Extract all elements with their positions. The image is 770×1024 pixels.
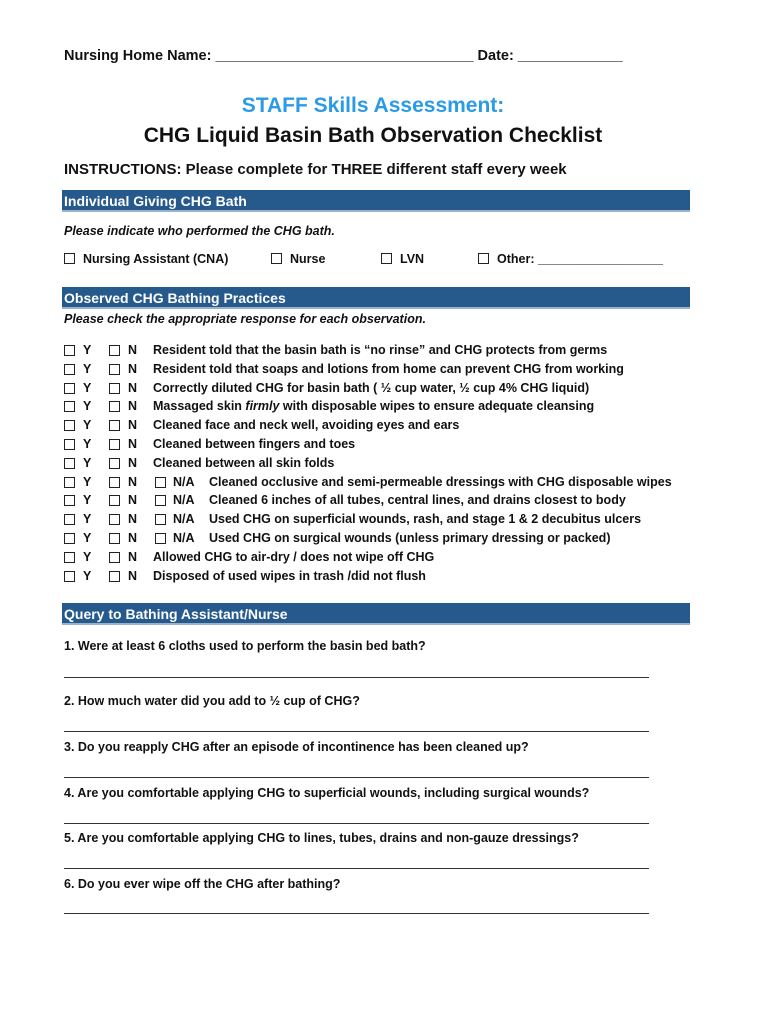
no-label: N [128, 493, 138, 508]
observation-text: Cleaned between fingers and toes [153, 437, 356, 451]
observation-text: Cleaned face and neck well, avoiding eyes and ears [153, 418, 460, 433]
yes-checkbox[interactable] [64, 571, 75, 582]
yes-checkbox[interactable] [64, 383, 75, 394]
yes-checkbox[interactable] [64, 552, 75, 563]
na-checkbox[interactable] [155, 533, 166, 544]
observation-row [64, 493, 704, 512]
no-label: N [128, 380, 138, 395]
yes-checkbox[interactable] [64, 439, 75, 450]
observation-row [64, 362, 704, 381]
no-checkbox[interactable] [109, 477, 120, 488]
question-5: 5. Are you comfortable applying CHG to lines, tubes, drains and non-gauze dressings? [64, 831, 579, 845]
no-checkbox[interactable] [109, 364, 120, 375]
na-label: N/A [173, 512, 195, 527]
yes-checkbox[interactable] [64, 458, 75, 469]
observation-row [64, 512, 704, 531]
question-6: 6. Do you ever wipe off the CHG after bathing? [64, 877, 341, 891]
yes-checkbox[interactable] [64, 495, 75, 506]
no-checkbox[interactable] [109, 420, 120, 431]
observation-row [64, 569, 704, 588]
yes-label: Y [83, 568, 92, 583]
option-other-label: Other: __________________ [497, 252, 664, 266]
yes-label: Y [83, 437, 92, 451]
page-subtitle: CHG Liquid Basin Bath Observation Checklist [143, 124, 603, 147]
no-label: N [128, 474, 138, 489]
checkbox-nurse[interactable] [271, 253, 282, 264]
observation-text: Allowed CHG to air-dry / does not wipe off CHG [153, 549, 435, 564]
yes-label: Y [83, 493, 92, 508]
page-header: Nursing Home Name: ________________________________ Date: _____________ [64, 48, 623, 64]
checkbox-other[interactable] [478, 253, 489, 264]
option-cna[interactable] [64, 252, 228, 266]
option-nurse[interactable] [271, 252, 325, 266]
individual-note: Please indicate who performed the CHG bath. [64, 224, 335, 238]
na-label: N/A [173, 531, 195, 545]
observation-row [64, 456, 704, 475]
no-checkbox[interactable] [109, 552, 120, 563]
question-1: 1. Were at least 6 cloths used to perform the basin bed bath? [64, 639, 426, 653]
no-checkbox[interactable] [109, 571, 120, 582]
no-checkbox[interactable] [109, 495, 120, 506]
no-checkbox[interactable] [109, 345, 120, 356]
observation-row [64, 550, 704, 569]
observation-row [64, 531, 704, 550]
yes-label: Y [83, 549, 92, 564]
answer-line-6[interactable] [64, 913, 649, 914]
observed-note: Please check the appropriate response for each observation. [64, 312, 426, 326]
yes-label: Y [83, 474, 92, 489]
observation-text: Disposed of used wipes in trash /did not flush [153, 568, 426, 583]
answer-line-4[interactable] [64, 823, 649, 824]
page-title: STAFF Skills Assessment: [241, 94, 505, 117]
option-other[interactable] [478, 252, 663, 266]
yes-checkbox[interactable] [64, 533, 75, 544]
no-label: N [128, 531, 138, 545]
no-label: N [128, 437, 138, 451]
yes-label: Y [83, 455, 92, 470]
no-checkbox[interactable] [109, 533, 120, 544]
yes-label: Y [83, 380, 92, 395]
no-label: N [128, 418, 138, 433]
checkbox-lvn[interactable] [381, 253, 392, 264]
no-label: N [128, 549, 138, 564]
yes-checkbox[interactable] [64, 514, 75, 525]
no-label: N [128, 568, 138, 583]
na-label: N/A [173, 493, 195, 508]
observation-row [64, 437, 704, 456]
section-heading-query: Query to Bathing Assistant/Nurse [62, 603, 690, 625]
observation-text: Used CHG on superficial wounds, rash, and stage 1 & 2 decubitus ulcers [209, 512, 642, 527]
no-label: N [128, 361, 138, 376]
option-lvn[interactable] [381, 252, 424, 266]
option-lvn-label: LVN [400, 252, 425, 266]
na-label: N/A [173, 474, 195, 489]
observation-text: Resident told that soaps and lotions from home can prevent CHG from working [153, 361, 624, 376]
answer-line-2[interactable] [64, 731, 649, 732]
observation-text: Used CHG on surgical wounds (unless primary dressing or packed) [209, 531, 611, 545]
observation-text: Cleaned between all skin folds [153, 455, 335, 470]
observation-row [64, 399, 704, 418]
section-heading-observed: Observed CHG Bathing Practices [62, 287, 690, 309]
no-label: N [128, 399, 138, 414]
question-2: 2. How much water did you add to ½ cup of CHG? [64, 694, 360, 708]
question-3: 3. Do you reapply CHG after an episode of incontinence has been cleaned up? [64, 740, 529, 754]
observation-text: Cleaned occlusive and semi-permeable dressings with CHG disposable wipes [209, 474, 672, 489]
observation-row [64, 418, 704, 437]
observation-text: Resident told that the basin bath is “no rinse” and CHG protects from germs [153, 343, 608, 357]
yes-checkbox[interactable] [64, 364, 75, 375]
no-label: N [128, 512, 138, 527]
section-heading-individual: Individual Giving CHG Bath [62, 190, 690, 212]
option-cna-label: Nursing Assistant (CNA) [83, 252, 229, 266]
yes-label: Y [83, 531, 92, 545]
question-4: 4. Are you comfortable applying CHG to superficial wounds, including surgical wounds? [64, 786, 590, 800]
yes-checkbox[interactable] [64, 345, 75, 356]
observation-text: Correctly diluted CHG for basin bath ( ½ cup water, ½ cup 4% CHG liquid) [153, 380, 590, 395]
no-checkbox[interactable] [109, 439, 120, 450]
yes-checkbox[interactable] [64, 401, 75, 412]
no-label: N [128, 343, 138, 357]
yes-label: Y [83, 343, 92, 357]
observation-text: Cleaned 6 inches of all tubes, central lines, and drains closest to body [209, 493, 626, 508]
yes-label: Y [83, 361, 92, 376]
na-checkbox[interactable] [155, 514, 166, 525]
yes-checkbox[interactable] [64, 477, 75, 488]
yes-label: Y [83, 512, 92, 527]
no-checkbox[interactable] [109, 514, 120, 525]
no-label: N [128, 455, 138, 470]
option-nurse-label: Nurse [290, 252, 326, 266]
na-checkbox[interactable] [155, 495, 166, 506]
observation-row [64, 343, 704, 362]
instructions: INSTRUCTIONS: Please complete for THREE different staff every week [64, 161, 567, 178]
answer-line-5[interactable] [64, 868, 649, 869]
answer-line-3[interactable] [64, 777, 649, 778]
answer-line-1[interactable] [64, 677, 649, 678]
yes-label: Y [83, 399, 92, 414]
no-checkbox[interactable] [109, 383, 120, 394]
no-checkbox[interactable] [109, 458, 120, 469]
na-checkbox[interactable] [155, 477, 166, 488]
observation-text: Massaged skin firmly with disposable wipes to ensure adequate cleansing [153, 399, 595, 414]
no-checkbox[interactable] [109, 401, 120, 412]
observation-row [64, 381, 704, 400]
yes-checkbox[interactable] [64, 420, 75, 431]
checkbox-cna[interactable] [64, 253, 75, 264]
yes-label: Y [83, 418, 92, 433]
observation-row [64, 475, 704, 494]
